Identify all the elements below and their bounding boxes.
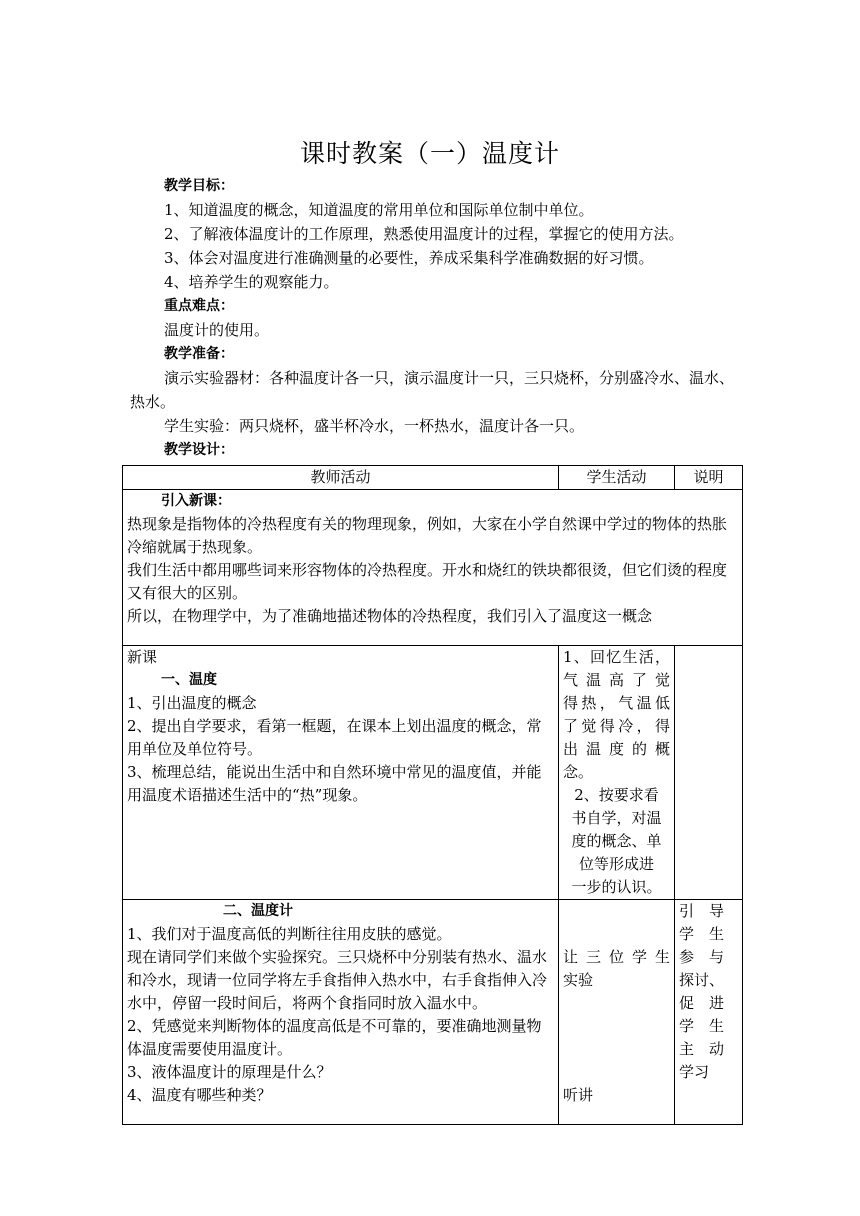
table-row-intro: [123, 490, 743, 646]
teacher-item: 2、凭感觉来判断物体的温度高低是不可靠的，要准确地测量物体温度需要使用温度计。: [127, 1017, 542, 1058]
new-lesson-label: 新课: [127, 648, 158, 666]
teacher-cell-thermometer: [123, 900, 559, 1125]
key-points-heading: 重点难点：: [164, 298, 234, 314]
student-line: 书自学，对温: [571, 809, 662, 827]
intro-paragraph: 我们生活中都用哪些词来形容物体的冷热程度。开水和烧红的铁块都很烫，但它们烫的程度又有很大的区别。: [127, 561, 728, 602]
preparation-student: 学生实验：两只烧杯，盛半杯冷水，一杯热水，温度计各一只。: [164, 417, 585, 435]
student-line: 得热，气温低: [563, 694, 670, 712]
column-header-student: 学生活动: [559, 466, 675, 490]
note-line: 参 与: [679, 948, 725, 966]
student-line: 听讲: [563, 1086, 594, 1104]
teacher-item: 3、梳理总结，能说出生活中和自然环境中常见的温度值，并能用温度术语描述生活中的“热”现象。: [127, 763, 542, 804]
student-line: 了觉得冷，得: [563, 717, 670, 735]
teacher-item: 2、提出自学要求，看第一框题，在课本上划出温度的概念，常用单位及单位符号。: [127, 717, 542, 758]
note-line: 主 动: [679, 1040, 725, 1058]
student-line: 位等形成进: [578, 855, 654, 873]
student-line: 念。: [563, 763, 594, 781]
note-line: 学 生: [679, 925, 725, 943]
objectives-heading: 教学目标：: [164, 178, 234, 194]
teaching-design-table: [122, 465, 743, 1125]
note-line: 促 进: [679, 994, 725, 1012]
student-line: 气温高了觉: [563, 671, 670, 689]
teacher-cell-temperature: [123, 646, 559, 900]
intro-heading: 引入新课：: [161, 493, 231, 509]
note-cell-thermometer: [675, 900, 743, 1125]
key-points-text: 温度计的使用。: [164, 321, 270, 339]
objective-item: 3、体会对温度进行准确测量的必要性，养成采集科学准确数据的好习惯。: [164, 249, 654, 267]
section-heading-thermometer: 二、温度计: [223, 903, 293, 919]
student-line: 一步的认识。: [571, 878, 662, 896]
teacher-item: 1、引出温度的概念: [127, 694, 257, 712]
page-title: 课时教案（一）温度计: [299, 139, 560, 168]
student-line: 1、回忆生活，: [563, 648, 670, 666]
preparation-demo: 演示实验器材：各种温度计各一只，演示温度计一只，三只烧杯，分别盛冷水、温水、热水。: [130, 369, 735, 411]
objective-item: 2、了解液体温度计的工作原理，熟悉使用温度计的过程，掌握它的使用方法。: [164, 225, 684, 243]
intro-paragraph: 热现象是指物体的冷热程度有关的物理现象，例如，大家在小学自然课中学过的物体的热胀冷缩就属于热现象。: [127, 515, 728, 556]
student-line: 让三位学生: [563, 948, 670, 966]
teacher-item: 现在请同学们来做个实验探究。三只烧杯中分别装有热水、温水和冷水，现请一位同学将左手食指伸入热水中，右手食指伸入冷水中，停留一段时间后，将两个食指同时放入温水中。: [127, 948, 548, 1012]
table-header-row: [123, 466, 743, 490]
teacher-item: 4、温度有哪些种类？: [127, 1086, 272, 1104]
teacher-item: 3、液体温度计的原理是什么？: [127, 1063, 332, 1081]
section-heading-temperature: 一、温度: [161, 672, 217, 688]
table-row-temperature: [123, 646, 743, 900]
column-header-note: 说明: [675, 466, 743, 490]
note-line: 引 导: [679, 902, 725, 920]
teacher-item: 1、我们对于温度高低的判断往往用皮肤的感觉。: [127, 925, 452, 943]
note-line: 探讨、: [679, 971, 725, 989]
student-line: 度的概念、单: [571, 832, 662, 850]
student-line: 出温度的概: [563, 740, 670, 758]
note-cell-temperature: [675, 646, 743, 900]
student-line: 实验: [563, 971, 594, 989]
table-row-thermometer: [123, 900, 743, 1125]
note-line: 学 生: [679, 1017, 725, 1035]
objective-item: 4、培养学生的观察能力。: [164, 273, 339, 291]
student-cell-thermometer: [559, 900, 675, 1125]
objective-item: 1、知道温度的概念，知道温度的常用单位和国际单位制中单位。: [164, 201, 594, 219]
intro-paragraph: 所以，在物理学中，为了准确地描述物体的冷热程度，我们引入了温度这一概念: [127, 607, 653, 625]
preparation-heading: 教学准备：: [164, 346, 234, 362]
design-heading: 教学设计：: [164, 442, 234, 458]
lesson-intro: [130, 174, 742, 462]
student-cell-temperature: [559, 646, 675, 900]
note-line: 学习: [679, 1063, 710, 1081]
student-line: 2、按要求看: [574, 786, 659, 804]
column-header-teacher: 教师活动: [123, 466, 559, 490]
intro-cell: [123, 490, 743, 646]
